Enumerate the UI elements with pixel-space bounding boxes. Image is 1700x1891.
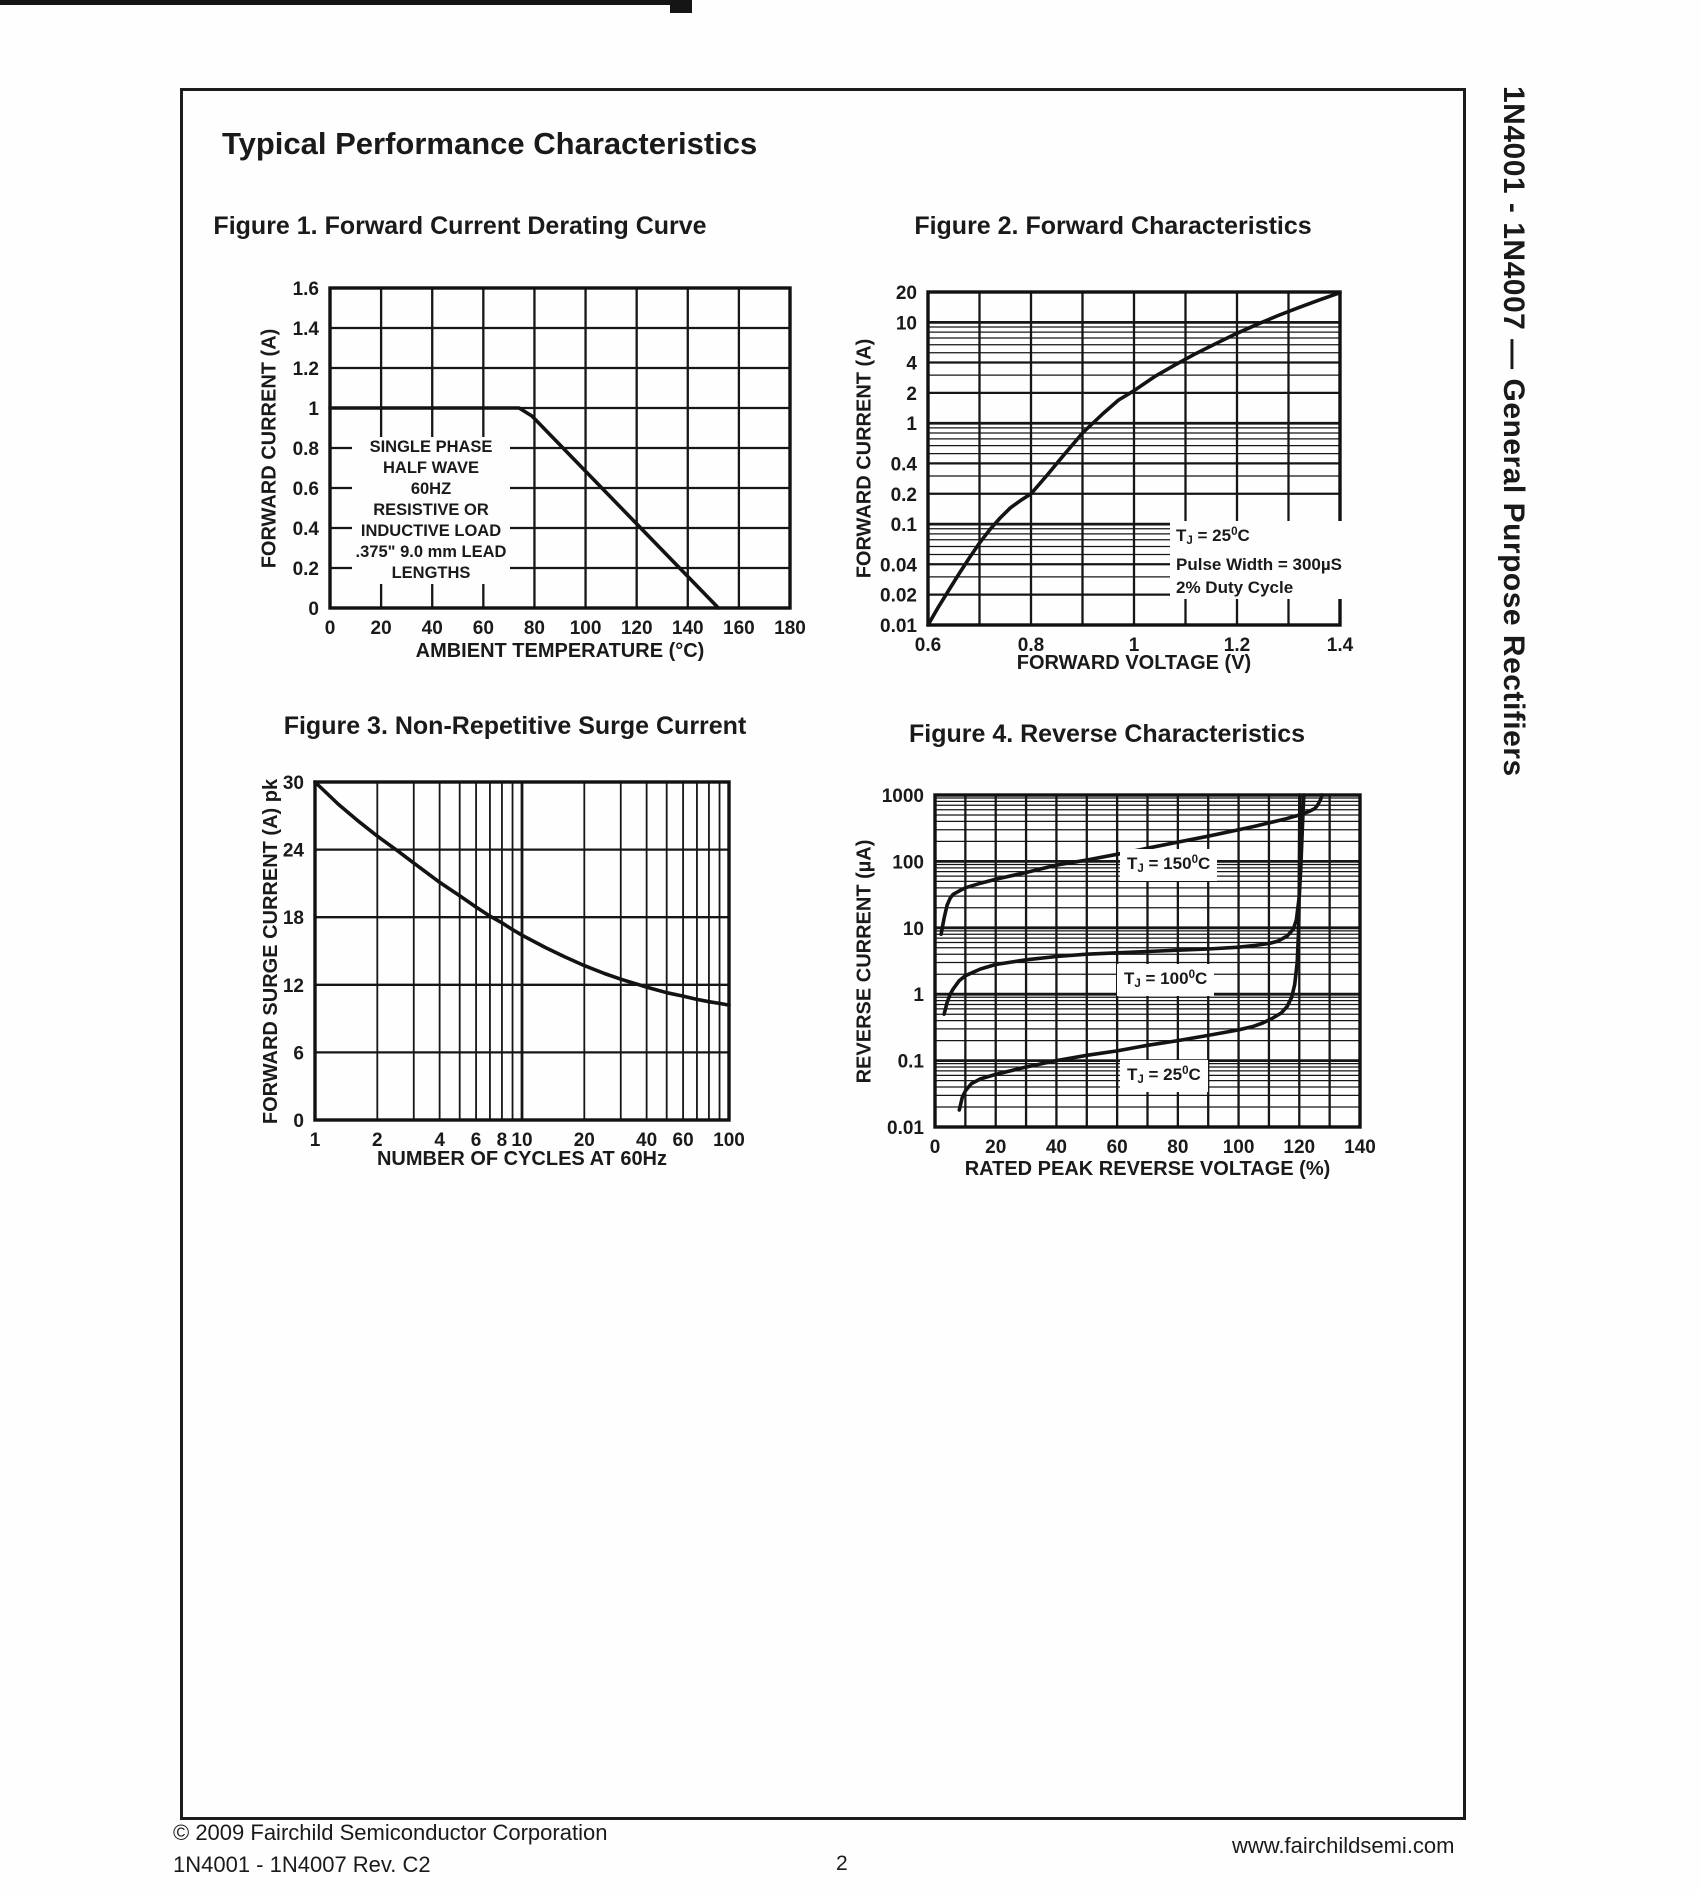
x-tick-label: 160 (723, 618, 755, 639)
x-tick-label: 0.8 (1017, 635, 1045, 656)
y-tick-label: 0.01 (887, 1118, 924, 1139)
figure-3-x-axis-label: NUMBER OF CYCLES AT 60Hz (376, 1148, 668, 1170)
figure-4-y-axis-label: REVERSE CURRENT (µA) (853, 839, 876, 1083)
figure-3-y-axis-label: FORWARD SURGE CURRENT (A) pk (260, 778, 283, 1124)
y-tick-label: 1 (906, 414, 917, 436)
figure-1-title: Figure 1. Forward Current Derating Curve (213, 212, 707, 240)
y-tick-label: 10 (895, 313, 917, 335)
figure-1-plot (230, 268, 812, 684)
y-tick-label: 12 (282, 975, 304, 997)
y-tick-label: 0.1 (890, 515, 917, 537)
figure-1-y-axis-label: FORWARD CURRENT (A) (258, 328, 281, 568)
footer-page-number: 2 (836, 1852, 848, 1875)
x-tick-label: 0 (929, 1137, 941, 1158)
figure-4-x-axis-label: RATED PEAK REVERSE VOLTAGE (%) (964, 1158, 1331, 1180)
x-tick-label: 100 (713, 1130, 745, 1151)
y-tick-label: 1.4 (292, 319, 319, 340)
x-tick-label: 60 (472, 618, 494, 639)
x-tick-label: 80 (523, 618, 546, 639)
x-tick-label: 40 (636, 1130, 658, 1151)
y-tick-label: 1000 (881, 786, 924, 807)
y-tick-label: 0 (293, 1111, 304, 1132)
x-tick-label: 4 (434, 1130, 445, 1151)
x-tick-label: 6 (470, 1130, 482, 1151)
y-tick-label: 0.02 (880, 585, 917, 607)
x-tick-label: 1 (309, 1130, 321, 1151)
figure-2-title: Figure 2. Forward Characteristics (914, 212, 1312, 240)
figure-4-label-tj-150c: $T_J = 150^0C$ (1120, 849, 1217, 881)
x-tick-label: 0 (324, 618, 336, 639)
y-tick-label: 0.01 (880, 616, 917, 637)
y-tick-label: 1 (913, 985, 924, 1007)
figure-2-x-axis-label: FORWARD VOLTAGE (V) (1016, 652, 1252, 674)
figure-3-plot (215, 762, 751, 1196)
y-tick-label: 1.6 (292, 279, 319, 300)
x-tick-label: 0.6 (914, 635, 942, 656)
x-tick-label: 100 (1222, 1137, 1255, 1158)
y-tick-label: 0.6 (292, 479, 319, 500)
figure-1-load-annotation: SINGLE PHASE HALF WAVE 60HZ RESISTIVE OR INDUCTIVE LOAD .375" 9.0 mm LEAD LENGTHS (352, 437, 510, 584)
x-tick-label: 140 (671, 618, 704, 639)
x-tick-label: 120 (1283, 1137, 1316, 1158)
x-tick-label: 1.2 (1223, 635, 1251, 656)
y-tick-label: 30 (282, 773, 304, 794)
y-tick-label: 24 (282, 840, 304, 862)
y-tick-label: 6 (293, 1043, 304, 1065)
y-tick-label: 18 (282, 908, 304, 930)
y-tick-label: 0.2 (890, 484, 917, 506)
x-tick-label: 120 (620, 618, 653, 639)
figure-4-label-tj-100c: $T_J = 100^0C$ (1117, 964, 1214, 996)
figure-3-title: Figure 3. Non-Repetitive Surge Current (283, 712, 747, 740)
figure-2-y-axis-label: FORWARD CURRENT (A) (853, 338, 876, 579)
page-title: Typical Performance Characteristics (222, 126, 758, 161)
y-tick-label: 1 (308, 399, 319, 420)
y-tick-label: 0.4 (292, 519, 319, 540)
y-tick-label: 2 (906, 383, 917, 405)
figure-2-test-conditions: $T_J = 25^0C$ Pulse Width = 300µS 2% Duty Cycle (1170, 521, 1348, 599)
x-tick-label: 1 (1128, 635, 1140, 656)
x-tick-label: 2 (372, 1130, 383, 1151)
figure-4-title: Figure 4. Reverse Characteristics (908, 720, 1306, 748)
y-tick-label: 100 (892, 852, 924, 874)
x-tick-label: 80 (1167, 1137, 1189, 1158)
figure-1-x-axis-label: AMBIENT TEMPERATURE (°C) (415, 640, 705, 662)
x-tick-label: 40 (421, 618, 443, 639)
figure-4-plot (835, 775, 1382, 1203)
y-tick-label: 10 (902, 918, 924, 940)
x-tick-label: 20 (573, 1130, 595, 1151)
x-tick-label: 10 (511, 1130, 533, 1151)
y-tick-label: 1.2 (292, 359, 319, 380)
y-tick-label: 0.04 (880, 555, 917, 577)
y-tick-label: 20 (895, 283, 917, 304)
scan-artifact-strip (0, 0, 688, 5)
x-tick-label: 60 (672, 1130, 694, 1151)
x-tick-label: 1.4 (1326, 635, 1354, 656)
scan-artifact-tab (670, 0, 692, 13)
x-tick-label: 20 (370, 618, 392, 639)
y-tick-label: 4 (906, 353, 917, 375)
sidebar-part-title: 1N4001 - 1N4007 — General Purpose Rectifiers (1497, 86, 1530, 777)
x-tick-label: 180 (774, 618, 806, 639)
footer-copyright: © 2009 Fairchild Semiconductor Corporation (173, 1820, 608, 1845)
x-tick-label: 20 (985, 1137, 1007, 1158)
x-tick-label: 100 (569, 618, 602, 639)
figure-2-plot (828, 272, 1362, 701)
footer-website: www.fairchildsemi.com (1232, 1833, 1455, 1858)
x-tick-label: 8 (496, 1130, 508, 1151)
y-tick-label: 0.8 (292, 439, 319, 460)
y-tick-label: 0 (308, 599, 319, 620)
x-tick-label: 140 (1344, 1137, 1376, 1158)
figure-4-label-tj-25c: $T_J = 25^0C$ (1120, 1060, 1208, 1092)
y-tick-label: 0.2 (292, 559, 319, 580)
footer-revision: 1N4001 - 1N4007 Rev. C2 (173, 1852, 431, 1877)
y-tick-label: 0.1 (897, 1051, 924, 1073)
x-tick-label: 40 (1045, 1137, 1067, 1158)
x-tick-label: 60 (1106, 1137, 1128, 1158)
y-tick-label: 0.4 (890, 454, 917, 476)
